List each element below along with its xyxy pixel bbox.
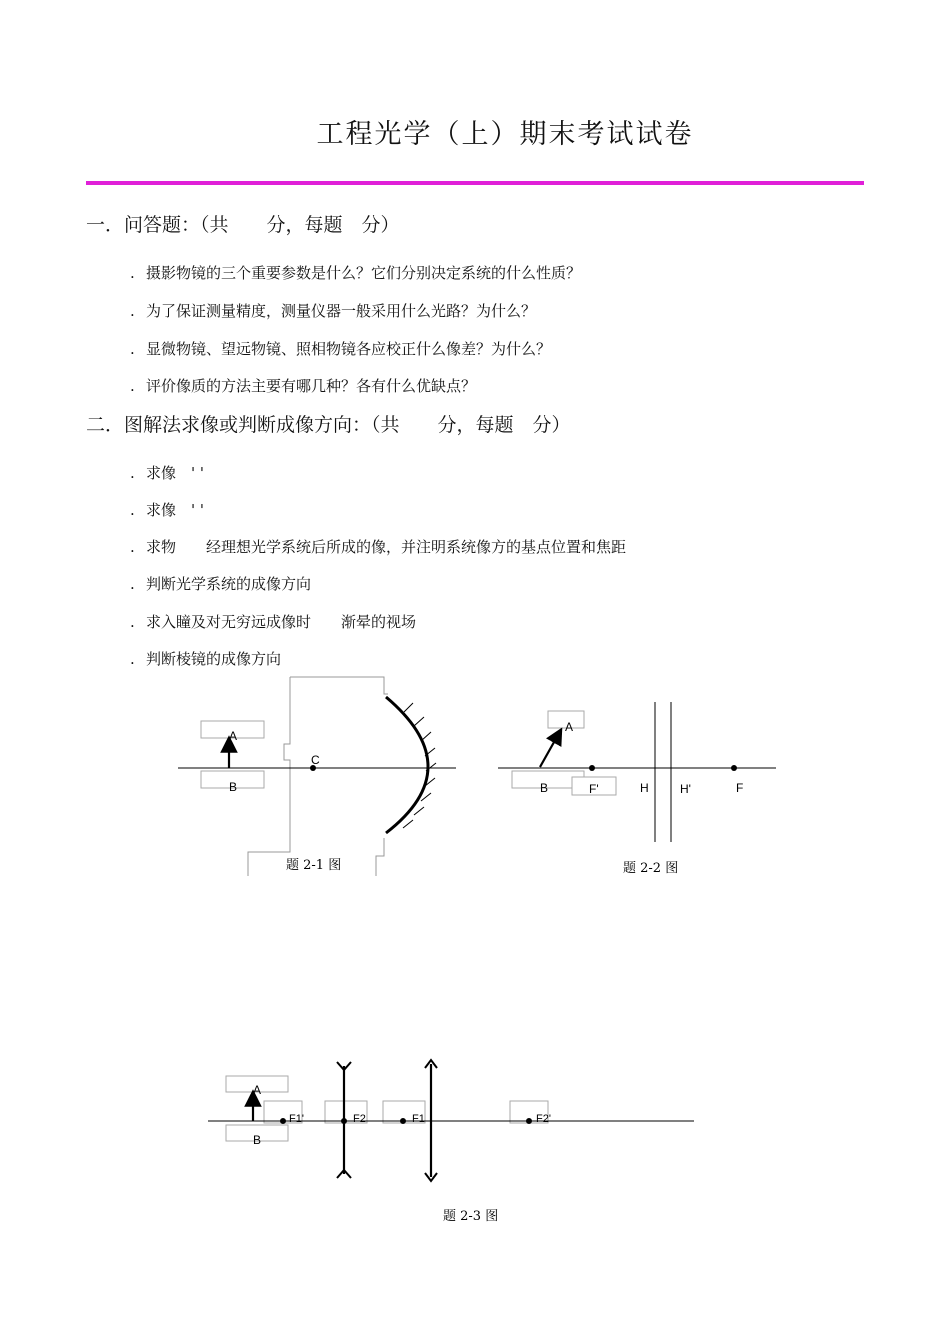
label-f1-prime: F1' <box>289 1113 304 1125</box>
section2-item-4: . 判断光学系统的成像方向 <box>130 575 312 593</box>
label-b: B <box>253 1133 262 1147</box>
label-f2: F2 <box>353 1113 366 1125</box>
item-text: 求入瞳及对无穷远成像时 渐晕的视场 <box>146 613 417 631</box>
figure-2-2 <box>498 702 776 876</box>
caption-2-1: 题 2-1 图 <box>286 858 342 873</box>
section2-item-5: . 求入瞳及对无穷远成像时 渐晕的视场 <box>130 613 417 631</box>
item-text: 判断光学系统的成像方向 <box>146 575 312 593</box>
item-text: 为了保证测量精度，测量仪器一般采用什么光路？为什么？ <box>146 302 537 320</box>
label-b: B <box>229 780 238 794</box>
section2-item-6: . 判断棱镜的成像方向 <box>130 650 282 668</box>
section2-item-3: . 求物 经理想光学系统后所成的像，并注明系统像方的基点位置和焦距 <box>130 538 627 556</box>
section1-item-4: . 评价像质的方法主要有哪几种？各有什么优缺点？ <box>130 377 477 395</box>
item-text: 判断棱镜的成像方向 <box>146 650 282 668</box>
figure-2-3 <box>208 1060 694 1224</box>
label-a: A <box>565 720 574 734</box>
label-c: C <box>311 753 320 767</box>
item-text: 求像 ' ' <box>146 464 205 482</box>
label-f: F <box>736 781 744 795</box>
point-f2 <box>341 1118 347 1124</box>
object-arrow <box>540 735 558 767</box>
label-f1: F1 <box>412 1113 425 1125</box>
figure-2-1 <box>178 677 456 876</box>
point-f1-prime <box>280 1118 286 1124</box>
label-h-prime: H' <box>680 782 691 796</box>
concave-mirror <box>386 697 428 833</box>
point-f <box>731 765 737 771</box>
section2-item-2: . 求像 ' ' <box>130 501 205 519</box>
section2-item-1: . 求像 ' ' <box>130 464 205 482</box>
label-f2-prime: F2' <box>536 1113 551 1125</box>
item-text: 求像 ' ' <box>146 501 205 519</box>
frame-outline <box>376 838 384 876</box>
label-a: A <box>253 1083 262 1097</box>
caption-2-2: 题 2-2 图 <box>623 861 679 876</box>
section1-heading: 一．问答题：（共 分，每题 分） <box>86 214 400 236</box>
section2-heading: 二．图解法求像或判断成像方向：（共 分，每题 分） <box>86 414 571 436</box>
item-text: 摄影物镜的三个重要参数是什么？它们分别决定系统的什么性质？ <box>146 264 582 282</box>
point-f2-prime <box>526 1118 532 1124</box>
item-text: 显微物镜、望远物镜、照相物镜各应校正什么像差？为什么？ <box>146 340 552 358</box>
section1-item-1: . 摄影物镜的三个重要参数是什么？它们分别决定系统的什么性质？ <box>130 264 582 282</box>
label-a: A <box>229 729 238 743</box>
label-b: B <box>540 781 549 795</box>
section1-item-3: . 显微物镜、望远物镜、照相物镜各应校正什么像差？为什么？ <box>130 340 552 358</box>
label-h: H <box>640 781 649 795</box>
mirror-hatching <box>403 703 436 828</box>
point-f1 <box>400 1118 406 1124</box>
section1-item-2: . 为了保证测量精度，测量仪器一般采用什么光路？为什么？ <box>130 302 537 320</box>
caption-2-3: 题 2-3 图 <box>443 1209 499 1224</box>
frame-outline <box>290 677 388 694</box>
point-f-prime <box>589 765 595 771</box>
page-title: 工程光学（上）期末考试试卷 <box>316 119 694 150</box>
label-f-prime: F' <box>589 782 599 796</box>
item-text: 评价像质的方法主要有哪几种？各有什么优缺点？ <box>146 377 477 395</box>
item-text: 求物 经理想光学系统后所成的像，并注明系统像方的基点位置和焦距 <box>146 538 627 556</box>
